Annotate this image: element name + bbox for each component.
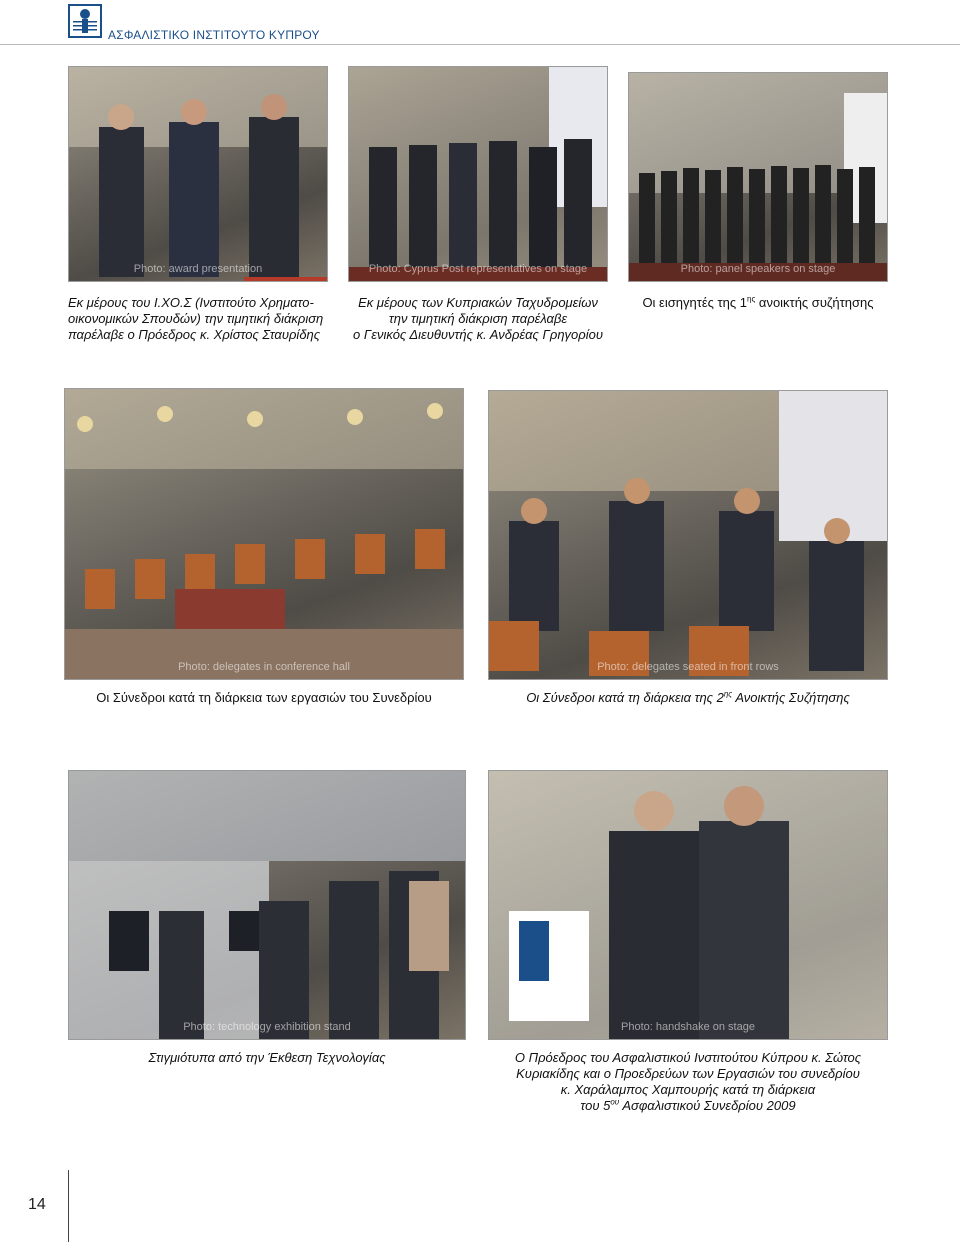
- caption-superscript: ου: [610, 1097, 620, 1107]
- caption-text: ανοικτής συζήτησης: [755, 295, 874, 310]
- photo-president-handshake: [488, 770, 888, 1040]
- caption-text: του 5: [580, 1098, 611, 1113]
- caption-line: παρέλαβε ο Πρόεδρος κ. Χρίστος Σταυρίδης: [68, 327, 321, 342]
- caption-text: Ασφαλιστικού Συνεδρίου 2009: [619, 1098, 796, 1113]
- photo-placeholder-label: Photo: handshake on stage: [621, 1021, 755, 1033]
- photo-panel-speakers: [628, 72, 888, 282]
- institute-logo-icon: [68, 4, 102, 38]
- caption-line: την τιμητική διάκριση παρέλαβε: [388, 311, 568, 326]
- caption-line: ο Γενικός Διευθυντής κ. Ανδρέας Γρηγορίου: [353, 327, 603, 342]
- page-number: 14: [28, 1196, 46, 1213]
- caption-text: Στιγμιότυπα από την Έκθεση Τεχνολογίας: [148, 1050, 386, 1065]
- header-rule: [0, 44, 960, 45]
- caption-line: Κυριακίδης και ο Προεδρεύων των Εργασιών του συνεδρίου: [516, 1066, 860, 1081]
- caption-text: Ανοικτής Συζήτησης: [732, 690, 850, 705]
- organization-name: ΑΣΦΑΛΙΣΤΙΚΟ ΙΝΣΤΙΤΟΥΤΟ ΚΥΠΡΟΥ: [108, 28, 320, 42]
- caption-ixos-award: [68, 295, 330, 343]
- caption-panel-speakers: [618, 295, 898, 311]
- caption-superscript: ης: [747, 294, 756, 304]
- photo-illustration: [69, 771, 466, 1040]
- caption-conference-delegates: [64, 690, 464, 706]
- caption-text: Οι εισηγητές της 1: [642, 295, 747, 310]
- photo-illustration: [489, 771, 888, 1040]
- photo-illustration: [65, 389, 464, 680]
- caption-line: Εκ μέρους των Κυπριακών Ταχυδρομείων: [358, 295, 598, 310]
- caption-cyprus-post-award: [340, 295, 616, 343]
- caption-line: οικονομικών Σπουδών) την τιμητική διάκριση: [68, 311, 324, 326]
- caption-text: Οι Σύνεδροι κατά τη διάρκεια των εργασιών του Συνεδρίου: [96, 690, 432, 705]
- photo-placeholder-label: Photo: award presentation: [133, 263, 263, 275]
- photo-illustration: [489, 391, 888, 680]
- photo-technology-exhibition: [68, 770, 466, 1040]
- caption-technology-exhibition: [68, 1050, 466, 1066]
- caption-second-discussion: [488, 690, 888, 706]
- photo-delegates-front: [488, 390, 888, 680]
- photo-award-ixos: [68, 66, 328, 282]
- photo-illustration: [629, 73, 888, 282]
- caption-superscript: ης: [723, 689, 733, 699]
- photo-placeholder-label: Photo: delegates seated in front rows: [597, 661, 779, 673]
- caption-line: κ. Χαράλαμπος Χαμπουρής κατά τη διάρκεια: [560, 1082, 816, 1097]
- photo-placeholder-label: Photo: technology exhibition stand: [183, 1021, 351, 1033]
- photo-placeholder-label: Photo: delegates in conference hall: [178, 661, 350, 673]
- photo-illustration: [69, 67, 328, 282]
- photo-award-cyprus-post: [348, 66, 608, 282]
- caption-line: Ο Πρόεδρος του Ασφαλιστικού Ινστιτούτου Κύπρου κ. Σώτος: [514, 1050, 862, 1065]
- photo-conference-hall: [64, 388, 464, 680]
- footer-divider: [68, 1170, 69, 1242]
- caption-president-handshake: [478, 1050, 898, 1114]
- photo-placeholder-label: Photo: panel speakers on stage: [680, 263, 836, 275]
- caption-line: Εκ μέρους του Ι.ΧΟ.Σ (Ινστιτούτο Χρηματο-: [68, 295, 314, 310]
- photo-illustration: [349, 67, 608, 282]
- photo-placeholder-label: Photo: Cyprus Post representatives on stage: [368, 263, 588, 275]
- caption-text: Οι Σύνεδροι κατά τη διάρκεια της 2: [526, 690, 724, 705]
